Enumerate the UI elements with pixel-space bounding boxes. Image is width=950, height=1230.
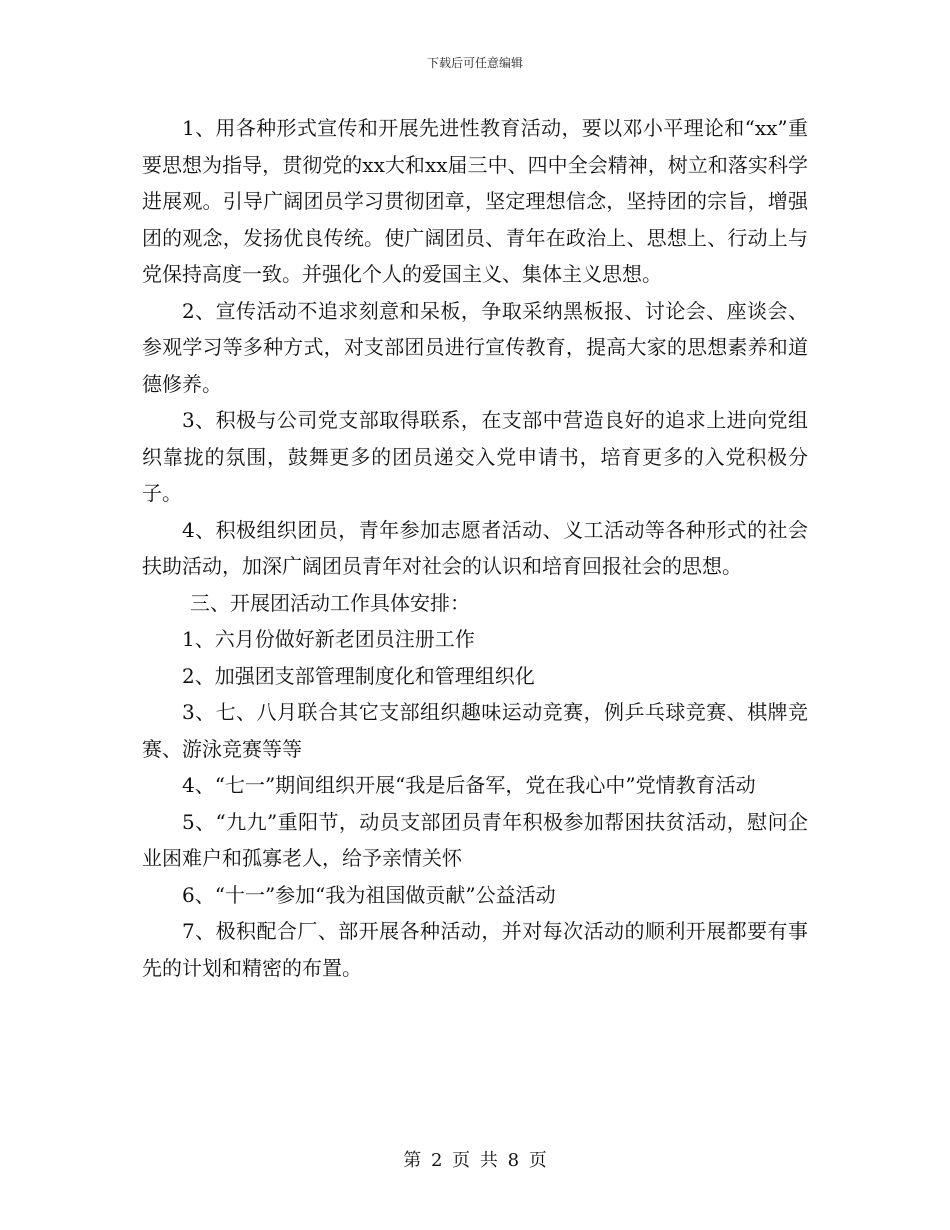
schedule-item-3: 3、七、八月联合其它支部组织趣味运动竞赛，例乒乓球竞赛、棋牌竞赛、游泳竞赛等等	[142, 700, 808, 761]
schedule-item-5: 5、“九九”重阳节，动员支部团员青年积极参加帮困扶贫活动，慰问企业困难户和孤寡老人，给予亲情关怀	[142, 809, 808, 870]
schedule-item-7: 7、极积配合厂、部开展各种活动，并对每次活动的顺利开展都要有事先的计划和精密的布置。	[142, 919, 808, 980]
document-body	[142, 110, 808, 986]
paragraph-item-3: 3、积极与公司党支部取得联系，在支部中营造良好的追求上进向党组织靠拢的氛围，鼓舞更多的团员递交入党申请书，培育更多的入党积极分子。	[142, 408, 808, 505]
schedule-item-2: 2、加强团支部管理制度化和管理组织化	[182, 663, 535, 688]
schedule-item-1: 1、六月份做好新老团员注册工作	[182, 627, 475, 651]
schedule-item-6: 6、“十一”参加“我为祖国做贡献”公益活动	[182, 882, 556, 907]
paragraph-item-2: 2、宣传活动不追求刻意和呆板，争取采纳黑板报、讨论会、座谈会、参观学习等多种方式，对支部团员进行宣传教育，提高大家的思想素养和道德修养。	[142, 298, 808, 396]
schedule-item-4: 4、“七一”期间组织开展“我是后备军，党在我心中”党情教育活动	[182, 773, 756, 797]
page-header-note: 下载后可任意编辑	[426, 56, 523, 70]
page-number: 第 2 页 共 8 页	[403, 1150, 547, 1171]
paragraph-item-4: 4、积极组织团员，青年参加志愿者活动、义工活动等各种形式的社会扶助活动，加深广阔团员青年对社会的认识和培育回报社会的思想。	[142, 517, 808, 578]
paragraph-item-1: 1、用各种形式宣传和开展先进性教育活动，要以邓小平理论和“xx”重要思想为指导，贯彻党的xx大和xx届三中、四中全会精神，树立和落实科学进展观。引导广阔团员学习贯彻团章，坚定理想信念，坚持团的宗旨，增强团的观念，发扬优良传统。使广阔团员、青年在政治上、思想上、行动上与党保持高度一致。并强化个人的爱国主义、集体主义思想。	[142, 116, 808, 286]
section-heading: 三、开展团活动工作具体安排：	[190, 590, 470, 615]
